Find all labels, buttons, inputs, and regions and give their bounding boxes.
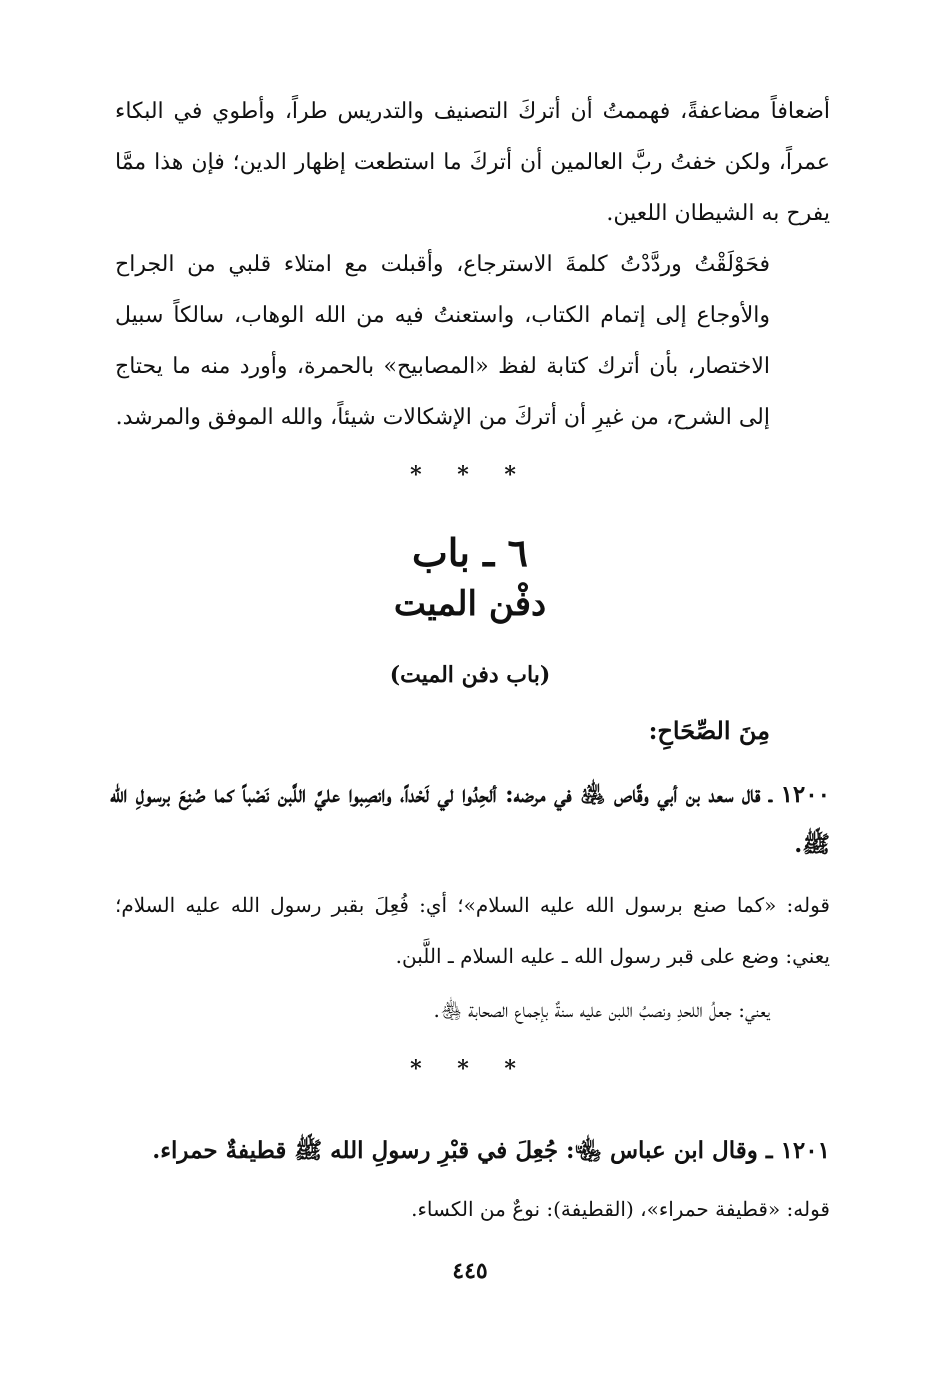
hadith-1201: ١٢٠١ ـ وقال ابن عباس ﵄: جُعِلَ في قبْرِ رسولِ الله ﷺ قطيفةٌ حمراء.	[152, 1137, 830, 1164]
section-heading: مِنَ الصِّحَاحِ:	[648, 716, 770, 745]
chapter-number: ٦ ـ باب	[412, 530, 528, 575]
intro-paragraph-2: فحَوْلَقْتُ وردَّدْتُ كلمةَ الاسترجاع، وأقبلت مع امتلاء قلبي من الجراح والأوجاع إلى إتمام الكتاب، واستعنتُ فيه من الله الوهاب، سالكاً سبيل الاختصار، بأن أترك كتابة لفظ «المصابيح» بالحمرة، وأورد منه ما يحتاج إلى الشرح، من غيرِ أن أتركَ من الإشكالات شيئاً، والله الموفق والمرشد.	[115, 252, 770, 430]
intro-paragraph-1: أضعافاً مضاعفةً، فهممتُ أن أتركَ التصنيف والتدريس طراً، وأطوي في البكاء عمراً، ولكن خفتُ ربَّ العالمين أن أتركَ ما استطعت إظهار الدين؛ فإن هذا ممَّا يفرح به الشيطان اللعين.	[115, 99, 830, 226]
hadith-1200-commentary: قوله: «كما صنع برسول الله عليه السلام»؛ أي: فُعِلَ بقبر رسول الله عليه السلام؛ يعني: وضع على قبر رسول الله ـ عليه السلام ـ اللَّبن.	[115, 893, 830, 968]
chapter-subtitle: (باب دفن الميت)	[389, 662, 551, 688]
hadith-1201-commentary: قوله: «قطيفة حمراء»، (القطيفة): نوعٌ من الكساء.	[411, 1197, 830, 1221]
section-separator: * * *	[410, 462, 530, 488]
hadith-1200-commentary-2: يعني: جعلُ اللحدِ ونصبُ اللبن عليه سنةٌ بإجماع الصحابة ﵃.	[433, 998, 770, 1022]
page-number: ٤٤٥	[452, 1258, 488, 1284]
chapter-title: دفْن الميت	[393, 584, 547, 624]
section-separator: * * *	[410, 1056, 530, 1082]
hadith-1200: ١٢٠٠ ـ قال سعد بن أبي وقَّاص ﵁ في مرضه: ألحِدُوا لي لَحْداً، وانصِبوا عليَّ اللَّبن نَصْباً كما صُنِعَ برسولِ الله ﷺ.	[110, 781, 830, 858]
